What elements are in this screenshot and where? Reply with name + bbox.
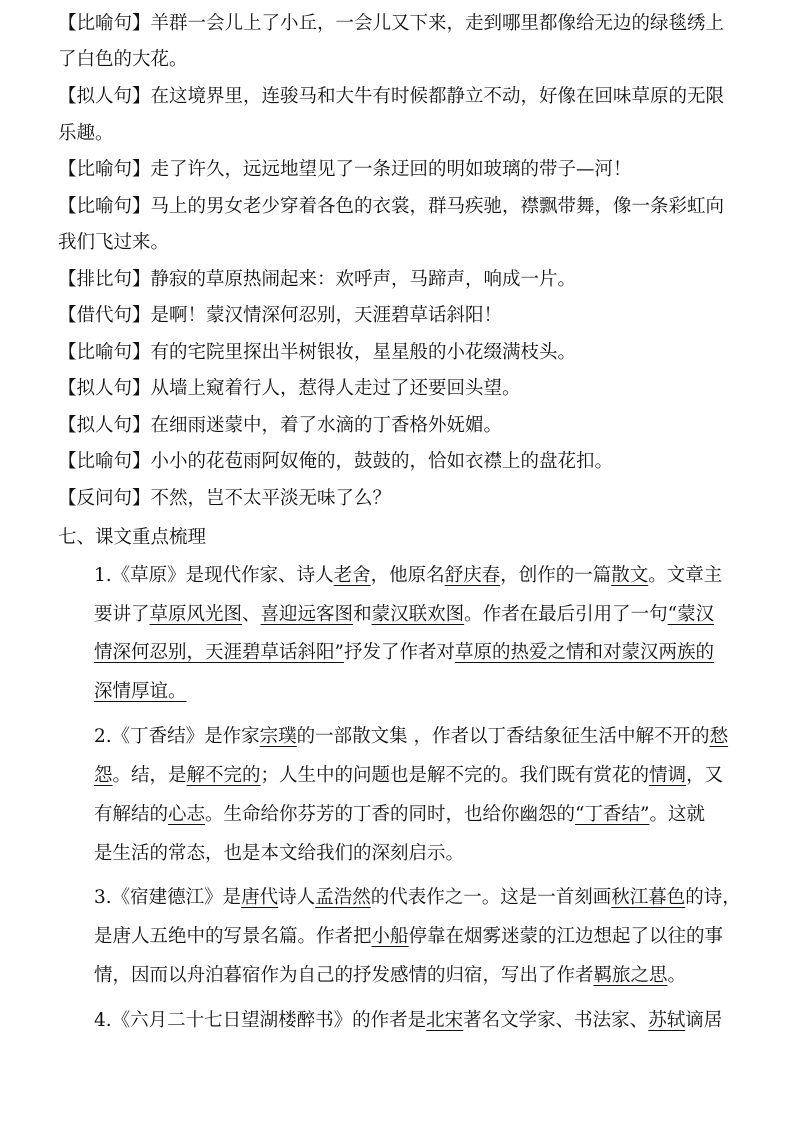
point-2-line <box>94 803 705 827</box>
text: 。生命给你芬芳的丁香的同时，也给你幽怨的 <box>205 804 576 825</box>
answer-underline: 怨 <box>94 765 113 786</box>
sentence-line <box>58 450 613 474</box>
point-3-line <box>94 964 686 988</box>
text: 情，因而以舟泊暮宿作为自己的抒发感情的归宿，写出了作者 <box>94 965 594 986</box>
text: 停靠在烟雾迷蒙的江边想起了以往的事 <box>408 926 724 947</box>
answer-underline: 秋江暮色 <box>611 887 686 908</box>
text: 的诗， <box>685 887 741 908</box>
sentence-line <box>58 487 391 511</box>
text: 。 <box>667 965 687 986</box>
sentence-line <box>58 48 188 72</box>
text: 抒发了作者对 <box>343 642 455 663</box>
sentence-text: 从墙上窥着行人，惹得人走过了还要回头望。 <box>150 378 521 399</box>
sentence-text: 了白色的大花。 <box>58 49 188 70</box>
text: 。作者在最后引用了一句 <box>464 604 668 625</box>
sentence-tag: 【比喻句】 <box>58 159 151 180</box>
section-title: 七、课文重点梳理 <box>58 527 207 548</box>
text: 。这就 <box>649 804 705 825</box>
answer-underline: 苏轼 <box>648 1010 686 1031</box>
sentence-line <box>58 231 169 255</box>
text: 、 <box>242 604 261 625</box>
answer-underline: 孟浩然 <box>315 887 371 908</box>
point-2-line <box>94 842 464 866</box>
text: 是唐人五绝中的写景名篇。作者把 <box>94 926 372 947</box>
sentence-text: 在细雨迷蒙中，着了水滴的丁香格外妩媚。 <box>150 415 503 436</box>
text: 要讲了 <box>94 604 150 625</box>
sentence-line <box>58 414 502 438</box>
text: ，他原名 <box>370 565 445 586</box>
answer-underline: 宗璞 <box>259 726 297 747</box>
text: ，又 <box>686 765 724 786</box>
text: 是生活的常态，也是本文给我们的深刻启示。 <box>94 843 465 864</box>
point-1-line <box>94 641 714 665</box>
text: 3.《宿建德江》是 <box>94 887 242 908</box>
text: 。文章主 <box>648 565 723 586</box>
point-3-line <box>94 886 741 910</box>
sentence-line <box>58 158 632 182</box>
answer-underline: 草原风光图 <box>149 604 243 625</box>
answer-underline: 北宋 <box>426 1010 464 1031</box>
answer-underline: “蒙汉 <box>667 604 715 625</box>
text: 。结，是 <box>112 765 187 786</box>
sentence-text: 马上的男女老少穿着各色的衣裳，群马疾驰，襟飘带舞，像一条彩虹向 <box>150 196 725 217</box>
sentence-text: 乐趣。 <box>58 123 114 144</box>
text: 诗人 <box>278 887 316 908</box>
point-1-line <box>94 680 187 704</box>
answer-underline: 唐代 <box>241 887 279 908</box>
point-4-line <box>94 1009 722 1033</box>
text: 的代表作之一。这是一首刻画 <box>370 887 612 908</box>
answer-underline: 愁 <box>709 726 729 747</box>
point-1-line <box>94 603 714 627</box>
sentence-text: 走了许久，远远地望见了一条迂回的明如玻璃的带子—河！ <box>150 159 632 180</box>
answer-underline: 心志 <box>168 804 206 825</box>
answer-underline: 深情厚谊。 <box>94 681 187 702</box>
text: 1.《草原》是现代作家、诗人 <box>94 565 334 586</box>
sentence-text: 有的宅院里探出半树银妆，星星般的小花缀满枝头。 <box>150 342 577 363</box>
answer-underline: 羁旅之思 <box>593 965 668 986</box>
text: 4.《六月二十七日望湖楼醉书》的作者是 <box>94 1010 427 1031</box>
sentence-line <box>58 85 724 109</box>
sentence-text: 在这境界里，连骏马和大牛有时候都静立不动，好像在回味草原的无限 <box>150 86 725 107</box>
sentence-text: 小小的花苞雨阿奴俺的，鼓鼓的，恰如衣襟上的盘花扣。 <box>150 451 614 472</box>
sentence-tag: 【比喻句】 <box>58 13 151 34</box>
sentence-tag: 【比喻句】 <box>58 196 151 217</box>
point-3-line <box>94 925 723 949</box>
text: 2.《丁香结》是作家 <box>94 726 260 747</box>
answer-underline: 舒庆春 <box>444 565 501 586</box>
sentence-tag: 【排比句】 <box>58 269 151 290</box>
sentence-tag: 【比喻句】 <box>58 451 151 472</box>
sentence-line <box>58 12 724 36</box>
point-1-line <box>94 564 722 588</box>
sentence-line <box>58 122 114 146</box>
sentence-line <box>58 304 502 328</box>
answer-underline: 蒙汉联欢图 <box>371 604 465 625</box>
sentence-tag: 【拟人句】 <box>58 415 151 436</box>
answer-underline: 小船 <box>371 926 409 947</box>
sentence-text: 我们飞过来。 <box>58 232 170 253</box>
sentence-line <box>58 377 521 401</box>
answer-underline: 老舍 <box>333 565 371 586</box>
text: 的一部散文集 ，作者以丁香结象征生活中解不开的 <box>296 726 710 747</box>
answer-underline: 喜迎远客图 <box>260 604 354 625</box>
text: ；人生中的问题也是解不完的。我们既有赏花的 <box>260 765 650 786</box>
text: 有解结的 <box>94 804 169 825</box>
answer-underline: 散文 <box>611 565 649 586</box>
answer-underline: “丁香结” <box>575 804 650 825</box>
point-2-line <box>94 725 728 749</box>
text: 谪居 <box>685 1010 723 1031</box>
sentence-text: 不然，岂不太平淡无味了么？ <box>150 488 392 509</box>
sentence-text: 是啊！蒙汉情深何忍别，天涯碧草话斜阳！ <box>150 305 503 326</box>
sentence-line <box>58 341 576 365</box>
text: 著名文学家、书法家、 <box>463 1010 649 1031</box>
answer-underline: 情深何忍别，天涯碧草话斜阳” <box>94 642 344 663</box>
answer-underline: 解不完的 <box>186 765 261 786</box>
answer-underline: 草原的热爱之情和对蒙汉两族的 <box>454 642 714 663</box>
sentence-line <box>58 195 724 219</box>
point-2-line <box>94 764 723 788</box>
sentence-tag: 【借代句】 <box>58 305 151 326</box>
sentence-text: 羊群一会儿上了小丘，一会儿又下来，走到哪里都像给无边的绿毯绣上 <box>150 13 725 34</box>
sentence-tag: 【比喻句】 <box>58 342 151 363</box>
sentence-tag: 【拟人句】 <box>58 86 151 107</box>
answer-underline: 情调 <box>649 765 687 786</box>
sentence-tag: 【拟人句】 <box>58 378 151 399</box>
sentence-text: 静寂的草原热闹起来：欢呼声，马蹄声，响成一片。 <box>150 269 577 290</box>
text: 和 <box>353 604 372 625</box>
sentence-line <box>58 268 576 292</box>
sentence-tag: 【反问句】 <box>58 488 151 509</box>
text: ，创作的一篇 <box>500 565 612 586</box>
